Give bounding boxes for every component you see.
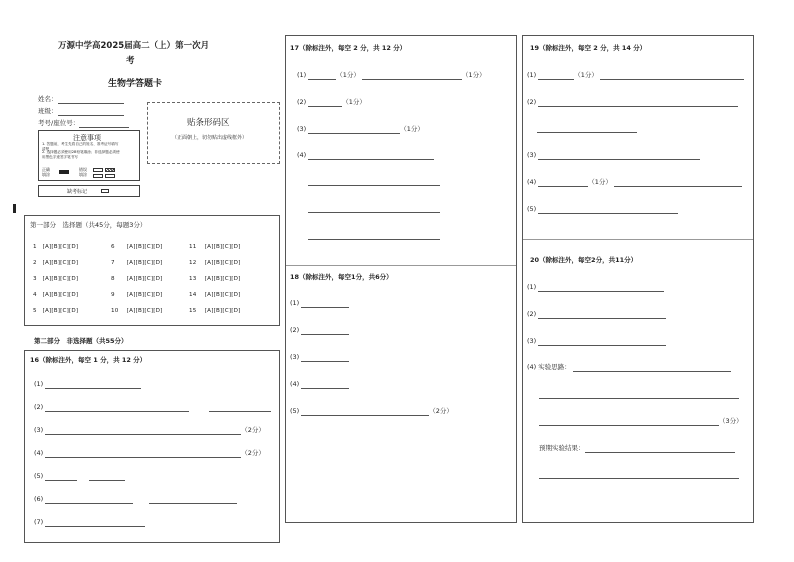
item-number: (3) bbox=[290, 353, 300, 361]
question-number: 10 bbox=[111, 308, 119, 314]
answer-options[interactable]: [A][B][C][D] bbox=[42, 244, 79, 250]
mc-row[interactable] bbox=[33, 274, 78, 282]
q20-answer-1[interactable] bbox=[527, 282, 664, 292]
notice-title: 注意事项 bbox=[73, 134, 101, 142]
q19-answer-2[interactable] bbox=[527, 97, 738, 107]
q17-answer-line[interactable] bbox=[308, 212, 440, 213]
q18-answer-5[interactable] bbox=[290, 406, 453, 416]
q19-answer-line[interactable] bbox=[537, 132, 637, 133]
wrong-fill-sample-1 bbox=[93, 168, 103, 172]
item-number: (4) bbox=[527, 178, 537, 186]
score-note: （1分） bbox=[336, 71, 360, 79]
item-number: (2) bbox=[34, 403, 44, 411]
name-field[interactable] bbox=[38, 94, 124, 104]
q20-answer-line-scored[interactable] bbox=[539, 416, 743, 426]
q18-title: 18（除标注外，每空1分，共6分） bbox=[290, 273, 393, 281]
card-subtitle: 生物学答题卡 bbox=[108, 79, 163, 89]
answer-options[interactable]: [A][B][C][D] bbox=[126, 260, 163, 266]
item-number: (7) bbox=[34, 518, 44, 526]
q20-answer-3[interactable] bbox=[527, 336, 666, 346]
q17-answer-line[interactable] bbox=[308, 185, 440, 186]
q17-answer-4[interactable] bbox=[297, 150, 434, 160]
correct-fill-sample bbox=[59, 170, 69, 174]
item-number: (6) bbox=[34, 495, 44, 503]
mc-row[interactable] bbox=[33, 258, 78, 266]
item-number: (5) bbox=[34, 472, 44, 480]
item-number: (1) bbox=[290, 299, 300, 307]
score-note: （3分） bbox=[719, 417, 743, 425]
q16-answer-7[interactable] bbox=[34, 517, 145, 527]
answer-options[interactable]: [A][B][C][D] bbox=[42, 260, 79, 266]
section-divider bbox=[286, 265, 516, 266]
item-number: (4) bbox=[290, 380, 300, 388]
mc-row[interactable] bbox=[111, 306, 163, 314]
question-number: 7 bbox=[111, 260, 115, 266]
q16-answer-2[interactable] bbox=[34, 402, 271, 412]
answer-options[interactable]: [A][B][C][D] bbox=[126, 244, 163, 250]
answer-options[interactable]: [A][B][C][D] bbox=[126, 276, 163, 282]
q20-answer-line[interactable] bbox=[539, 398, 739, 399]
mc-row[interactable] bbox=[189, 306, 241, 314]
exam-number-field[interactable] bbox=[38, 118, 129, 128]
wrong-fill-sample-2 bbox=[105, 168, 115, 172]
item-number: (2) bbox=[297, 98, 307, 106]
item-number: (1) bbox=[297, 71, 307, 79]
correct-fill-label: 正确填涂 bbox=[42, 167, 50, 177]
q16-answer-5[interactable] bbox=[34, 471, 125, 481]
answer-options[interactable]: [A][B][C][D] bbox=[204, 308, 241, 314]
question-number: 11 bbox=[189, 244, 197, 250]
mc-row[interactable] bbox=[33, 306, 78, 314]
mc-row[interactable] bbox=[111, 274, 163, 282]
multiple-choice-box bbox=[24, 215, 280, 326]
q19-title: 19（除标注外，每空 2 分，共 14 分） bbox=[530, 44, 647, 52]
q20-expected-result[interactable] bbox=[539, 443, 735, 453]
item-number: (4) bbox=[297, 151, 307, 159]
absent-mark-box bbox=[38, 185, 140, 197]
exam-title-line2: 考 bbox=[126, 56, 135, 66]
wrong-fill-sample-4 bbox=[105, 174, 115, 178]
question-number: 5 bbox=[33, 308, 37, 314]
wrong-fill-sample-3 bbox=[93, 174, 103, 178]
q17-answer-2[interactable] bbox=[297, 97, 366, 107]
item-number: (3) bbox=[527, 337, 537, 345]
q19-answer-5[interactable] bbox=[527, 204, 678, 214]
question-number: 2 bbox=[33, 260, 37, 266]
item-number: (3) bbox=[297, 125, 307, 133]
notice-item-1: 1. 答题前，考生先将自己的姓名、准考证号填写清楚 bbox=[42, 142, 119, 151]
answer-options[interactable]: [A][B][C][D] bbox=[204, 244, 241, 250]
section-divider bbox=[523, 239, 753, 240]
answer-options[interactable]: [A][B][C][D] bbox=[204, 260, 241, 266]
item-number: (3) bbox=[527, 151, 537, 159]
q17-answer-line[interactable] bbox=[308, 239, 440, 240]
q18-answer-4[interactable] bbox=[290, 379, 349, 389]
question-number: 9 bbox=[111, 292, 115, 298]
mc-row[interactable] bbox=[189, 290, 241, 298]
q18-answer-3[interactable] bbox=[290, 352, 349, 362]
question-number: 3 bbox=[33, 276, 37, 282]
mc-row[interactable] bbox=[111, 242, 163, 250]
absent-mark-label: 缺考标记 bbox=[67, 189, 88, 195]
q20-answer-4[interactable] bbox=[527, 362, 731, 372]
name-label: 姓名： bbox=[38, 95, 58, 103]
item-number: (1) bbox=[34, 380, 44, 388]
question-number: 8 bbox=[111, 276, 115, 282]
q20-title: 20（除标注外，每空2分，共11分） bbox=[530, 256, 638, 264]
item-number: (3) bbox=[34, 426, 44, 434]
answer-options[interactable]: [A][B][C][D] bbox=[42, 276, 79, 282]
wrong-fill-label: 错误填涂 bbox=[79, 167, 87, 177]
q16-answer-6[interactable] bbox=[34, 494, 237, 504]
q19-answer-1[interactable] bbox=[527, 70, 744, 80]
score-note: （1分） bbox=[400, 125, 424, 133]
right-column-box bbox=[522, 35, 754, 523]
mc-row[interactable] bbox=[111, 258, 163, 266]
mc-row[interactable] bbox=[33, 242, 78, 250]
q16-answer-3[interactable] bbox=[34, 425, 265, 435]
question-number: 14 bbox=[189, 292, 197, 298]
question-number: 12 bbox=[189, 260, 197, 266]
alignment-marker bbox=[13, 204, 16, 213]
answer-options[interactable]: [A][B][C][D] bbox=[126, 308, 163, 314]
q16-title: 16（除标注外，每空 1 分，共 12 分） bbox=[30, 356, 147, 364]
score-note: （1分） bbox=[342, 98, 366, 106]
mc-row[interactable] bbox=[189, 274, 241, 282]
barcode-note: （正面朝上，切勿贴出虚线框外） bbox=[172, 135, 248, 141]
question-number: 13 bbox=[189, 276, 197, 282]
notice-box bbox=[38, 130, 140, 181]
item-number: (2) bbox=[290, 326, 300, 334]
part1-title: 第一部分 选择题（共45分，每题3分） bbox=[30, 221, 147, 229]
q18-answer-1[interactable] bbox=[290, 298, 349, 308]
notice-item-2: 2. 选择题必须使用2B铅笔填涂；非选择题必须使用黑色字迹签字笔书写 bbox=[42, 150, 120, 159]
exam-title-line1: 万源中学高2025届高二（上）第一次月 bbox=[58, 41, 210, 51]
answer-options[interactable]: [A][B][C][D] bbox=[42, 308, 79, 314]
answer-options[interactable]: [A][B][C][D] bbox=[204, 292, 241, 298]
score-note: （2分） bbox=[429, 407, 453, 415]
mc-row[interactable] bbox=[189, 258, 241, 266]
answer-options[interactable]: [A][B][C][D] bbox=[126, 292, 163, 298]
q18-answer-2[interactable] bbox=[290, 325, 349, 335]
class-field[interactable] bbox=[38, 106, 124, 116]
q20-answer-2[interactable] bbox=[527, 309, 666, 319]
question-number: 6 bbox=[111, 244, 115, 250]
item-number: (4) 实验思路： bbox=[527, 363, 571, 371]
q16-answer-4[interactable] bbox=[34, 448, 265, 458]
mc-row[interactable] bbox=[111, 290, 163, 298]
q19-answer-3[interactable] bbox=[527, 150, 700, 160]
item-number: (4) bbox=[34, 449, 44, 457]
expected-result-label: 预期实验结果： bbox=[539, 444, 585, 452]
part2-title: 第二部分 非选择题（共55分） bbox=[34, 337, 128, 345]
mc-row[interactable] bbox=[33, 290, 78, 298]
answer-options[interactable]: [A][B][C][D] bbox=[42, 292, 79, 298]
score-note: （1分） bbox=[574, 71, 598, 79]
barcode-area bbox=[147, 102, 280, 164]
item-number: (2) bbox=[527, 310, 537, 318]
q20-answer-line[interactable] bbox=[539, 478, 739, 479]
absent-mark-checkbox[interactable] bbox=[101, 189, 109, 193]
score-note: （1分） bbox=[588, 178, 612, 186]
score-note: （2分） bbox=[241, 449, 265, 457]
q16-answer-1[interactable] bbox=[34, 379, 141, 389]
item-number: (5) bbox=[527, 205, 537, 213]
q19-answer-4[interactable] bbox=[527, 177, 742, 187]
item-number: (5) bbox=[290, 407, 300, 415]
mc-row[interactable] bbox=[189, 242, 241, 250]
score-note: （2分） bbox=[241, 426, 265, 434]
q17-title: 17（除标注外，每空 2 分，共 12 分） bbox=[290, 44, 407, 52]
question-number: 4 bbox=[33, 292, 37, 298]
score-note: （1分） bbox=[462, 71, 486, 79]
q17-answer-3[interactable] bbox=[297, 124, 424, 134]
answer-options[interactable]: [A][B][C][D] bbox=[204, 276, 241, 282]
exam-number-label: 考号/座位号： bbox=[38, 119, 80, 127]
item-number: (1) bbox=[527, 283, 537, 291]
question-number: 15 bbox=[189, 308, 197, 314]
class-label: 班级： bbox=[38, 107, 58, 115]
item-number: (2) bbox=[527, 98, 537, 106]
question-number: 1 bbox=[33, 244, 37, 250]
barcode-title: 贴条形码区 bbox=[187, 118, 230, 128]
middle-column-box bbox=[285, 35, 517, 523]
q17-answer-1[interactable] bbox=[297, 70, 486, 80]
q16-box bbox=[24, 350, 280, 543]
item-number: (1) bbox=[527, 71, 537, 79]
